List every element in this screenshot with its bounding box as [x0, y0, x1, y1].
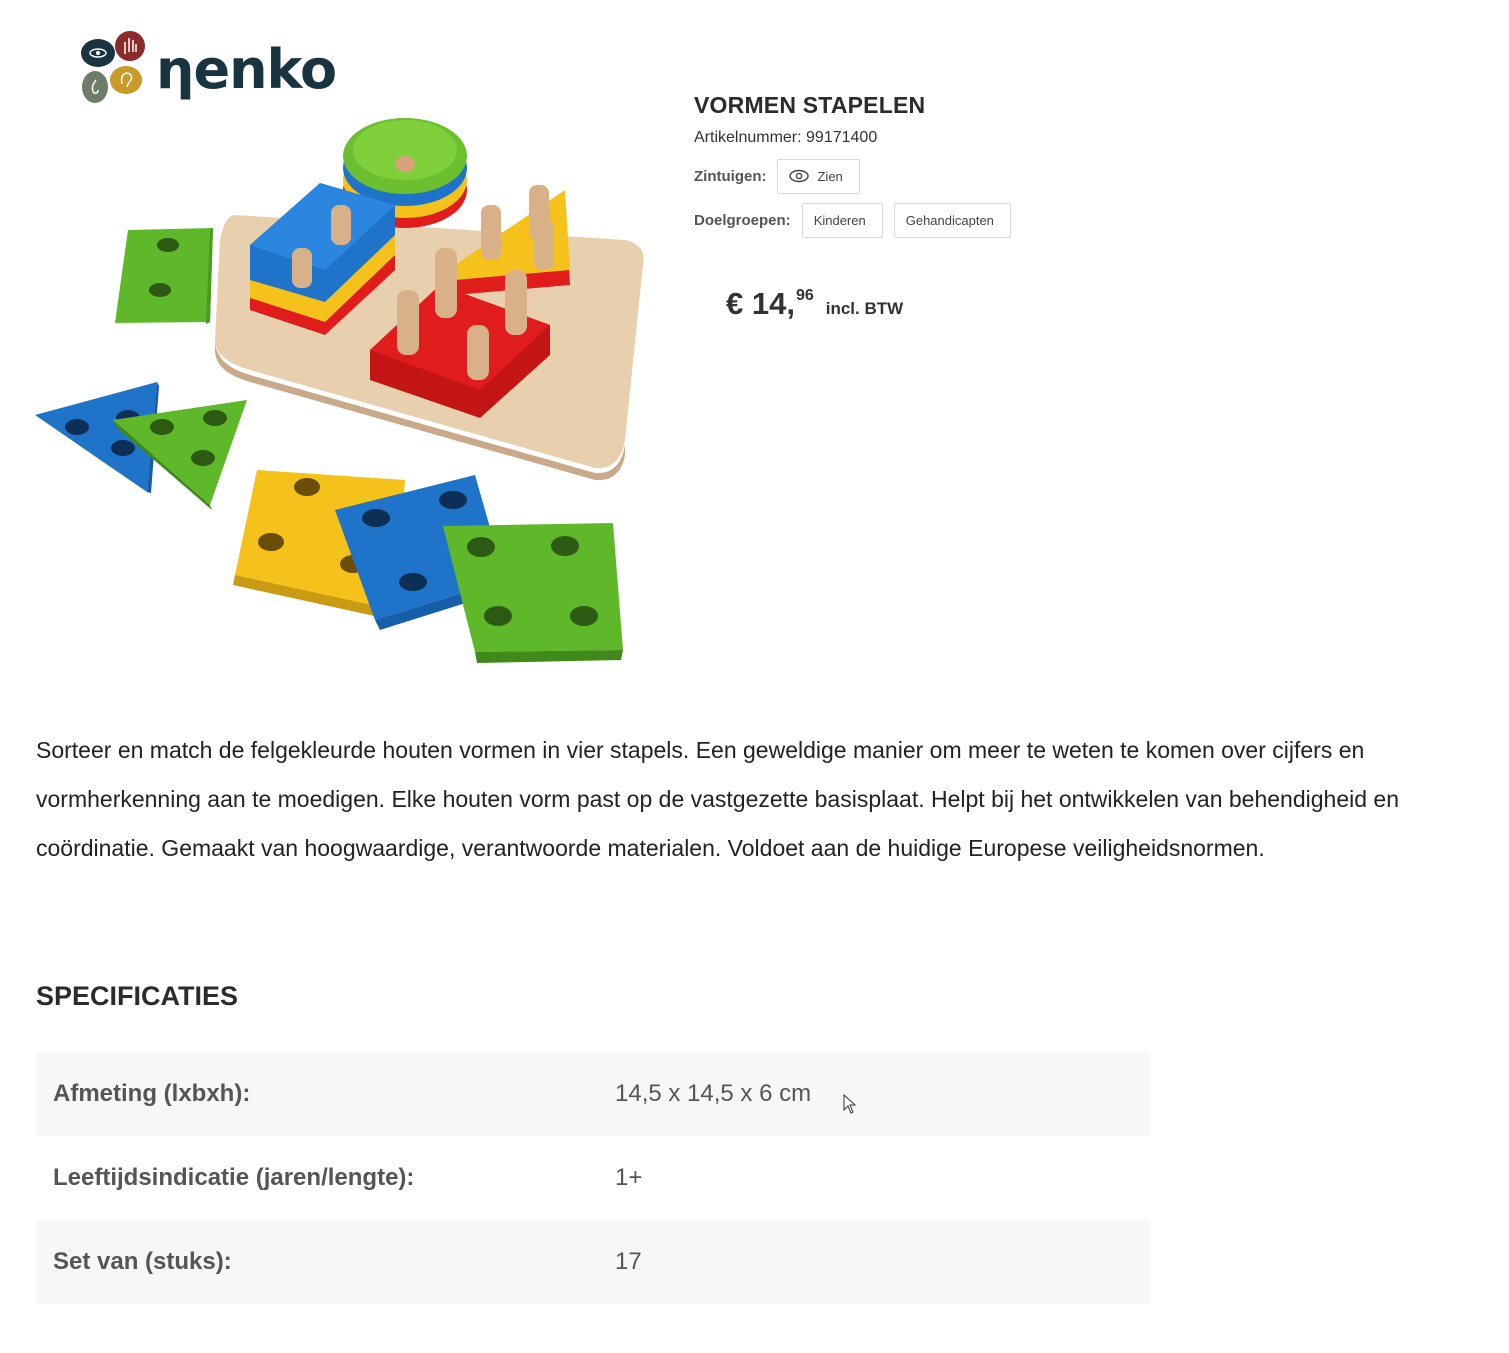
product-description: Sorteer en match de felgekleurde houten vormen in vier stapels. Een geweldige manier om meer te weten te komen over cijfers en vormherkenning aan te moedigen. Elke houten vorm past op de vastgezette basisplaat. Helpt bij het ontwikkelen van behendigheid en coördinatie. Gemaakt van hoogwaardige, verantwoorde materialen. Voldoet aan de huidige Europese veiligheidsnormen.	[36, 737, 1399, 861]
spec-key: Set van (stuks):	[53, 1248, 232, 1275]
price-vat-note: incl. BTW	[825, 299, 904, 318]
mouse-cursor-icon	[843, 1094, 857, 1119]
target-groups-row	[694, 202, 1454, 238]
spec-key: Afmeting (lxbxh):	[53, 1080, 251, 1107]
price	[726, 286, 903, 322]
spec-row	[36, 1136, 1150, 1220]
eye-icon	[789, 169, 809, 183]
sku-label: Artikelnummer:	[694, 129, 802, 146]
spec-value: 14,5 x 14,5 x 6 cm	[615, 1080, 812, 1107]
spec-value: 17	[615, 1248, 642, 1275]
senses-label: Zintuigen:	[694, 167, 767, 185]
specs-table	[36, 1052, 1150, 1304]
brand-name: ηenko	[156, 38, 337, 101]
sense-tag-label: Zien	[817, 168, 843, 184]
spec-value: 1+	[615, 1164, 643, 1191]
price-main: € 14,	[726, 286, 795, 321]
target-group-gehandicapten[interactable]: Gehandicapten	[894, 203, 1011, 238]
sku-value: 99171400	[806, 129, 878, 146]
product-info	[694, 90, 1454, 321]
product-image[interactable]	[35, 80, 665, 680]
spec-row	[36, 1220, 1150, 1304]
sense-tag-zien[interactable]	[777, 159, 859, 194]
product-title: VORMEN STAPELEN	[694, 92, 926, 118]
spec-key: Leeftijdsindicatie (jaren/lengte):	[53, 1164, 415, 1191]
spec-row	[36, 1052, 1150, 1136]
price-cents: 96	[795, 287, 814, 304]
specs-title: SPECIFICATIES	[36, 981, 239, 1011]
senses-row	[694, 158, 1454, 194]
target-groups-label: Doelgroepen:	[694, 211, 791, 229]
product-sku	[694, 128, 1454, 148]
target-group-kinderen[interactable]: Kinderen	[802, 203, 883, 238]
